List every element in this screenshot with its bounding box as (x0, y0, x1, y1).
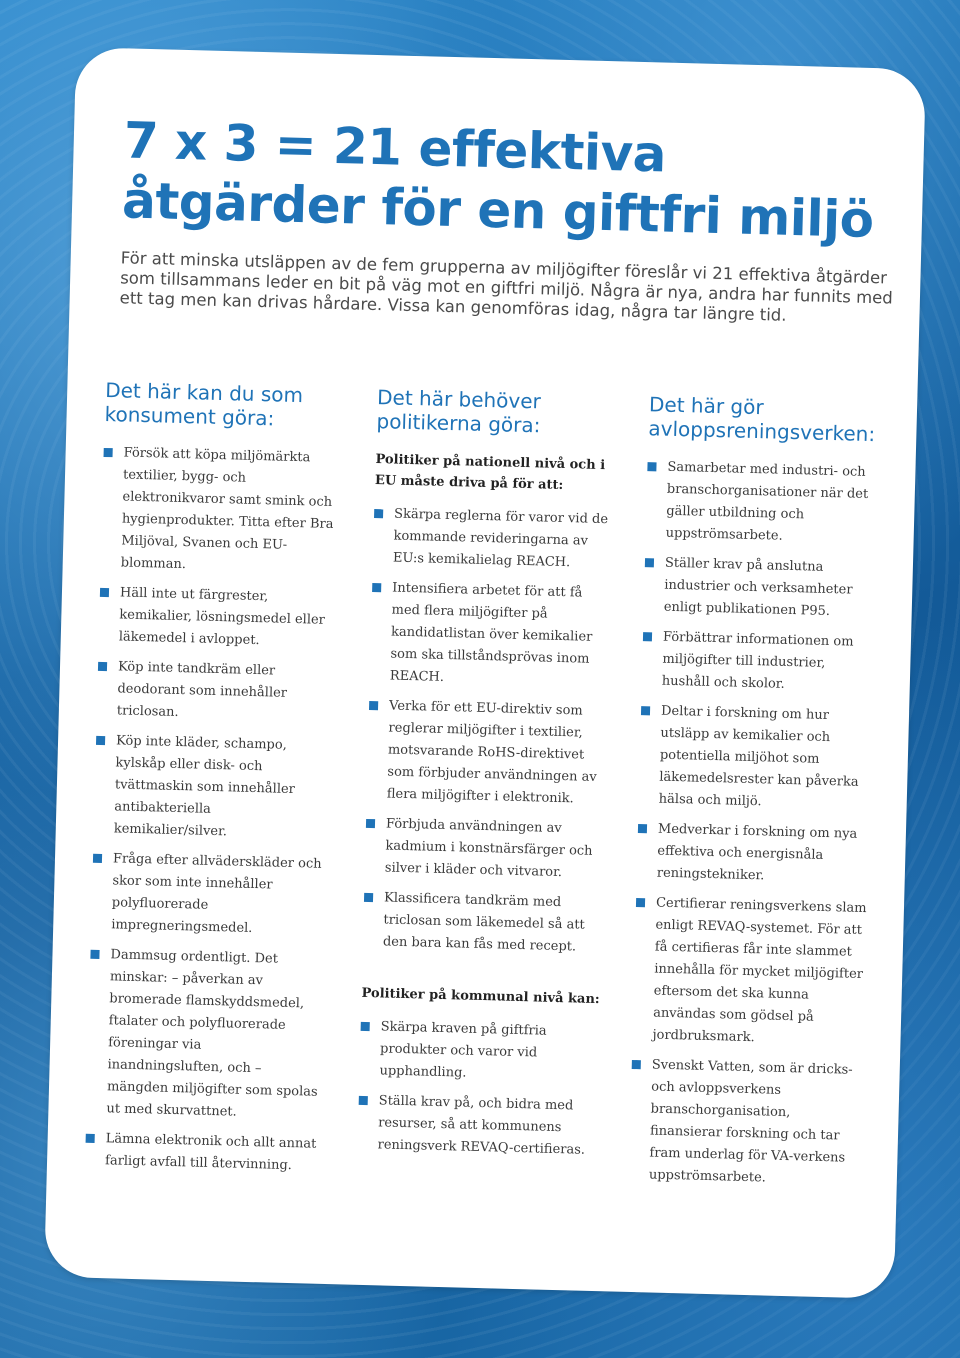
bullet-square-icon (359, 1096, 368, 1105)
treatment-plants-list (629, 456, 880, 1192)
list-item: Häll inte ut färgrester, kemikalier, lösningsmedel eller läkemedel i avloppet. (99, 582, 333, 654)
title-line-1: 7 x 3 = 21 effektiva (123, 111, 667, 184)
bullet-square-icon (369, 701, 378, 710)
bullet-square-icon (374, 509, 383, 518)
bullet-square-icon (364, 893, 373, 902)
consumer-column (85, 378, 338, 1186)
bullet-square-icon (638, 824, 647, 833)
municipal-list (357, 1016, 601, 1162)
national-subheading: Politiker på nationell nivå och i EU måste driva på för att: (374, 452, 606, 493)
bullet-square-icon (632, 1060, 641, 1069)
bullet-square-icon (636, 898, 645, 907)
intro-paragraph: För att minska utsläppen av de fem grupperna av miljögifter föreslår vi 21 effektiva åtgärder som tillsammans leder en bit på väg mot en giftfri miljö. Några är nya, andra har funnits med ett tag men kan drivas hårdare. Vissa kan genomföras idag, några tar längre tid. (119, 248, 894, 325)
list-item: Försök att köpa miljömärkta textilier, bygg- och elektronikvaror samt smink och hygienprodukter. Titta efter Bra Miljöval, Svanen och EU-blomman. (100, 442, 335, 580)
bullet-square-icon (641, 706, 650, 715)
list-item: Certifierar reningsverkens slam enligt REVAQ-systemet. För att få certifieras får inte slammet innehålla för mycket miljögifter eftersom det ska kunna användas som gödsel på jordbruksmark. (632, 892, 868, 1052)
list-item: Ställa krav på, och bidra med resurser, så att kommunens reningsverk REVAQ-certifieras. (357, 1090, 599, 1162)
list-item: Medverkar i forskning om nya effektiva och energisnåla reningstekniker. (637, 818, 871, 890)
bullet-square-icon (98, 662, 107, 671)
municipal-subheading: Politiker på kommunal nivå kan: (361, 985, 600, 1008)
list-item: Klassificera tandkräm med triclosan som läkemedel så att den bara kan fås med recept. (363, 887, 605, 959)
bullet-square-icon (361, 1022, 370, 1031)
list-item: Deltar i forskning om hur utsläpp av kemikalier och potentiella miljöhot som läkemedelsrester kan påverka hälsa och miljö. (638, 700, 873, 816)
content-card (44, 47, 926, 1299)
list-item: Ställer krav på anslutna industrier och verksamheter enligt publikationen P95. (643, 552, 877, 624)
treatment-plants-heading: Det här gör avloppsreningsverken: (648, 392, 876, 447)
consumer-list (85, 442, 336, 1178)
list-item: Samarbetar med industri- och branschorganisationer när det gäller utbildning och uppströmsarbete. (645, 456, 879, 550)
consumer-heading: Det här kan du som konsument göra: (104, 377, 304, 431)
bullet-square-icon (93, 854, 102, 863)
bullet-square-icon (647, 462, 656, 471)
bullet-square-icon (90, 950, 99, 959)
page-title (121, 110, 884, 250)
list-item: Lämna elektronik och allt annat farligt avfall till återvinning. (85, 1128, 318, 1178)
bullet-square-icon (86, 1134, 95, 1143)
list-item: Verka för ett EU-direktiv som reglerar miljögifter i textilier, motsvarande RoHS-direktivet som förbjuder användningen av flera miljögifter i elektronik. (367, 695, 610, 811)
list-item: Intensifiera arbetet för att få med flera miljögifter på kandidatlistan över kemikalier som ska tillståndsprövas inom REACH. (370, 577, 613, 693)
bullet-square-icon (100, 588, 109, 597)
bullet-square-icon (643, 632, 652, 641)
politicians-heading: Det här behöver politikerna göra: (376, 385, 542, 438)
politicians-column (357, 385, 617, 1170)
treatment-plants-column (628, 392, 881, 1200)
list-item: Skärpa kraven på giftfria produkter och varor vid upphandling. (359, 1016, 601, 1088)
list-item: Svenskt Vatten, som är dricks- och avloppsverkens branschorganisation, finansierar forskning och tar fram underlag för VA-verkens uppströmsarbete. (629, 1054, 864, 1192)
list-item: Dammsug ordentligt. Det minskar: – påverkan av bromerade flamskyddsmedel, ftalater och polyfluorerade föreningar via inandningsluften, och – mängden miljögifter som spolas ut med skurvattnet. (86, 944, 323, 1126)
bullet-square-icon (645, 558, 654, 567)
list-item: Förbjuda användningen av kadmium i konstnärsfärger och silver i kläder och vitvaror. (365, 813, 607, 885)
bullet-square-icon (96, 736, 105, 745)
list-item: Förbättrar informationen om miljögifter till industrier, hushåll och skolor. (642, 626, 876, 698)
list-item: Skärpa reglerna för varor vid de kommande revideringarna av EU:s kemikalielag REACH. (373, 503, 615, 575)
bullet-square-icon (372, 583, 381, 592)
list-item: Köp inte kläder, schampo, kylskåp eller disk- och tvättmaskin som innehåller antibakteriella kemikalier/silver. (93, 730, 328, 846)
bullet-square-icon (366, 819, 375, 828)
bullet-square-icon (104, 448, 113, 457)
national-list (363, 503, 615, 959)
list-item: Fråga efter allväderskläder och skor som inte innehåller polyfluorerade impregneringsmedel. (91, 848, 325, 942)
list-item: Köp inte tandkräm eller deodorant som innehåller triclosan. (97, 656, 331, 728)
title-line-2: åtgärder för en giftfri miljö (121, 171, 875, 250)
